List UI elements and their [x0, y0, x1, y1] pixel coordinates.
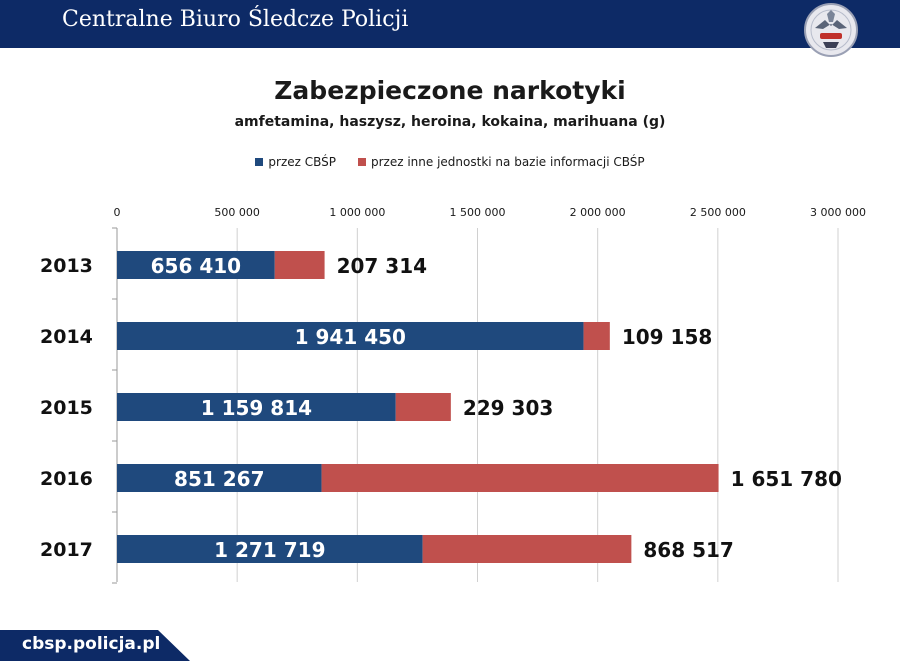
- data-label-cbsp: 1 159 814: [200, 396, 313, 420]
- x-tick-label: 500 000: [214, 206, 260, 219]
- category-label: 2015: [40, 397, 93, 419]
- x-tick-label: 3 000 000: [810, 206, 866, 219]
- bar-other-units: [423, 535, 632, 563]
- x-tick-label: 2 500 000: [689, 206, 746, 219]
- x-tick-label: 0: [113, 206, 121, 219]
- chart-title: Zabezpieczone narkotyki: [274, 76, 626, 105]
- category-label: 2016: [40, 468, 93, 490]
- category-label: 2013: [40, 255, 93, 277]
- data-label-other-units: 868 517: [643, 538, 734, 562]
- data-label-cbsp: 1 941 450: [294, 325, 406, 349]
- data-label-other-units: 207 314: [336, 254, 428, 278]
- header-title: Centralne Biuro Śledcze Policji: [62, 7, 409, 32]
- bar-other-units: [396, 393, 451, 421]
- category-label: 2014: [40, 326, 93, 348]
- bar-other-units: [322, 464, 719, 492]
- chart-subtitle: amfetamina, haszysz, heroina, kokaina, marihuana (g): [234, 114, 666, 130]
- x-tick-label: 1 500 000: [449, 206, 506, 219]
- data-label-cbsp: 1 271 719: [214, 538, 326, 562]
- data-label-other-units: 1 651 780: [730, 467, 842, 491]
- x-tick-label: 2 000 000: [569, 206, 626, 219]
- x-tick-label: 1 000 000: [329, 206, 386, 219]
- data-label-other-units: 229 303: [462, 396, 554, 420]
- bar-other-units: [275, 251, 325, 279]
- data-label-cbsp: 851 267: [174, 467, 265, 491]
- data-label-cbsp: 656 410: [150, 254, 242, 278]
- data-label-other-units: 109 158: [621, 325, 713, 349]
- footer-site-link[interactable]: cbsp.policja.pl: [22, 634, 161, 654]
- legend-label-other-units: przez inne jednostki na bazie informacji CBŚP: [371, 155, 645, 169]
- legend-label-cbsp: przez CBŚP: [268, 155, 336, 169]
- footer-site-tag[interactable]: [0, 630, 190, 661]
- category-label: 2017: [40, 539, 93, 561]
- bar-other-units: [584, 322, 610, 350]
